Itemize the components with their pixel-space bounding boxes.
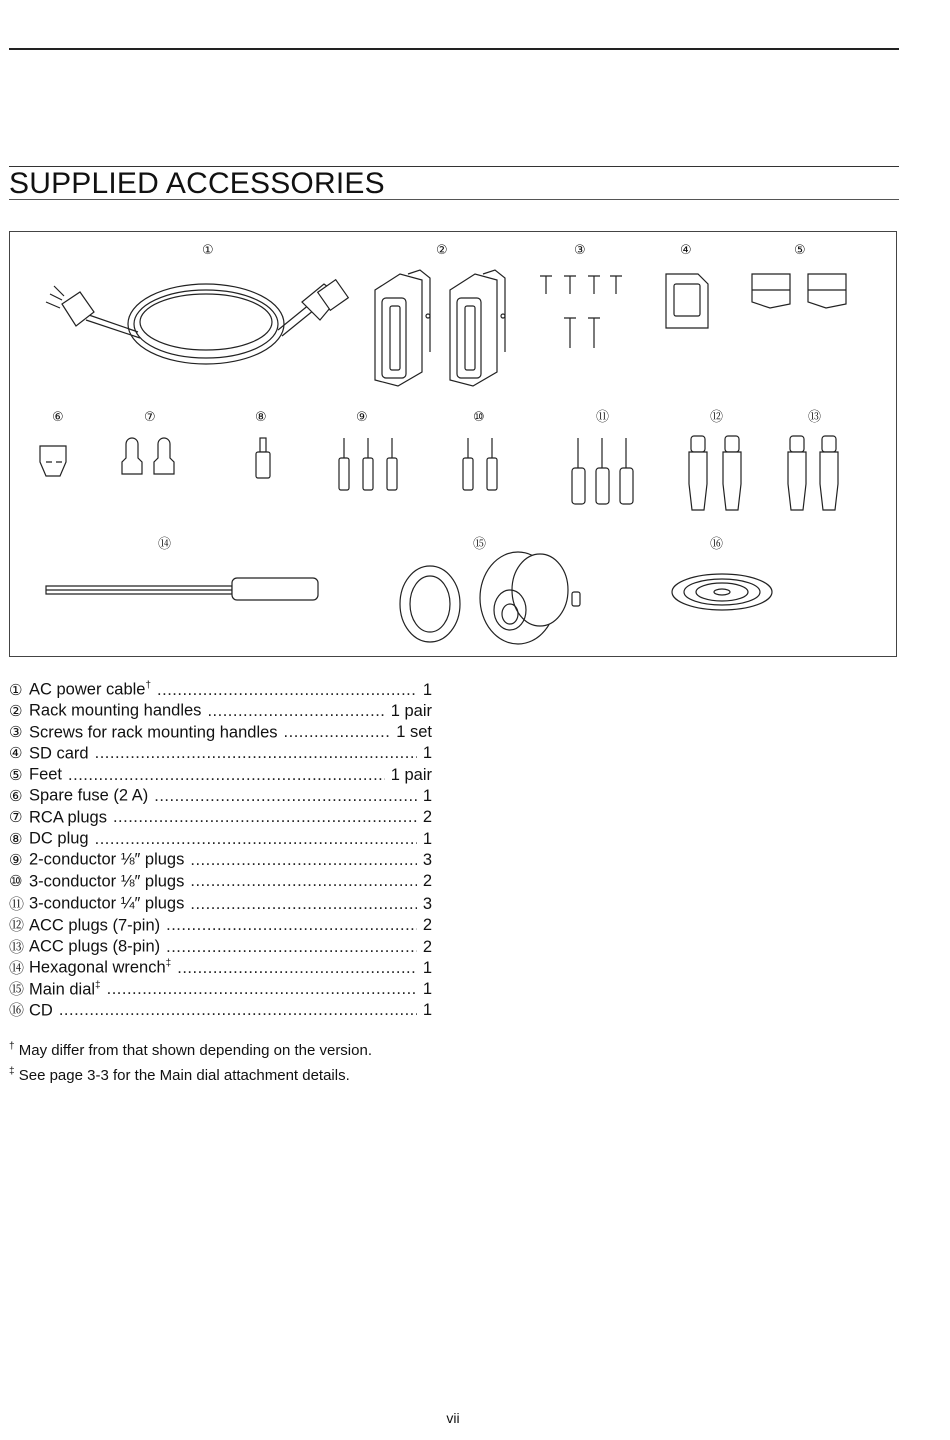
callout-4: ④ <box>680 243 692 258</box>
dc-plug-illustration <box>256 438 270 478</box>
screws-illustration <box>540 276 622 348</box>
callout-14: ⑭ <box>158 537 172 552</box>
list-item: ⑩ 3-conductor ⅛″ plugs ..... 2 <box>9 872 432 893</box>
list-item: ⑪ 3-conductor ¼″ plugs ..... 3 <box>9 893 432 914</box>
list-item: ① AC power cable† ..... 1 <box>9 680 432 701</box>
callout-16: ⑯ <box>710 537 724 552</box>
callout-11: ⑪ <box>596 410 610 425</box>
list-item: ⑯ CD ..... 1 <box>9 999 432 1020</box>
top-rule <box>9 48 899 50</box>
footnotes <box>9 1036 372 1086</box>
callout-2: ② <box>436 243 448 258</box>
three-conductor-small-plugs-illustration <box>463 438 497 490</box>
rack-handle-illustration <box>375 270 505 386</box>
list-item: ⑧ DC plug ..... 1 <box>9 829 432 850</box>
hexagonal-wrench-illustration <box>46 578 318 600</box>
callout-12: ⑫ <box>710 410 724 425</box>
accessories-list <box>9 680 432 1021</box>
callout-3: ③ <box>574 243 586 258</box>
callout-15: ⑮ <box>473 537 487 552</box>
acc-7pin-plugs-illustration <box>689 436 741 510</box>
list-item: ⑦ RCA plugs ..... 2 <box>9 808 432 829</box>
list-item: ③ Screws for rack mounting handles ..... 1 set <box>9 723 432 744</box>
callout-13: ⑬ <box>808 410 822 425</box>
list-item: ⑤ Feet ..... 1 pair <box>9 765 432 786</box>
title-rule-bottom <box>9 199 899 200</box>
sd-card-illustration <box>666 274 708 328</box>
callout-9: ⑨ <box>356 410 368 425</box>
callout-7: ⑦ <box>144 410 156 425</box>
list-item: ⑥ Spare fuse (2 A) ..... 1 <box>9 786 432 807</box>
callout-5: ⑤ <box>794 243 806 258</box>
three-conductor-large-plugs-illustration <box>572 438 633 504</box>
callout-1: ① <box>202 243 214 258</box>
two-conductor-plugs-illustration <box>339 438 397 490</box>
list-item: ⑭ Hexagonal wrench‡ ..... 1 <box>9 957 432 978</box>
list-item: ⑫ ACC plugs (7-pin) ..... 2 <box>9 914 432 935</box>
callout-10: ⑩ <box>473 410 485 425</box>
callout-8: ⑧ <box>255 410 267 425</box>
acc-8pin-plugs-illustration <box>788 436 838 510</box>
footnote: † May differ from that shown depending on the version. <box>9 1041 372 1059</box>
list-item: ⑮ Main dial‡ ..... 1 <box>9 978 432 999</box>
list-item: ⑨ 2-conductor ⅛″ plugs ..... 3 <box>9 850 432 871</box>
ac-power-cable-illustration <box>46 280 348 364</box>
callout-6: ⑥ <box>52 410 64 425</box>
rca-plugs-illustration <box>122 438 174 474</box>
main-dial-illustration <box>400 552 580 644</box>
page-title: SUPPLIED ACCESSORIES <box>9 167 385 200</box>
cd-illustration <box>672 574 772 610</box>
footnote: ‡ See page 3-3 for the Main dial attachment details. <box>9 1066 350 1084</box>
list-item: ② Rack mounting handles ..... 1 pair <box>9 701 432 722</box>
page-number: vii <box>446 1410 460 1426</box>
list-item: ⑬ ACC plugs (8-pin) ..... 2 <box>9 936 432 957</box>
feet-illustration <box>752 274 846 308</box>
spare-fuse-illustration <box>40 446 66 476</box>
accessories-illustration <box>9 231 897 657</box>
list-item: ④ SD card ..... 1 <box>9 744 432 765</box>
